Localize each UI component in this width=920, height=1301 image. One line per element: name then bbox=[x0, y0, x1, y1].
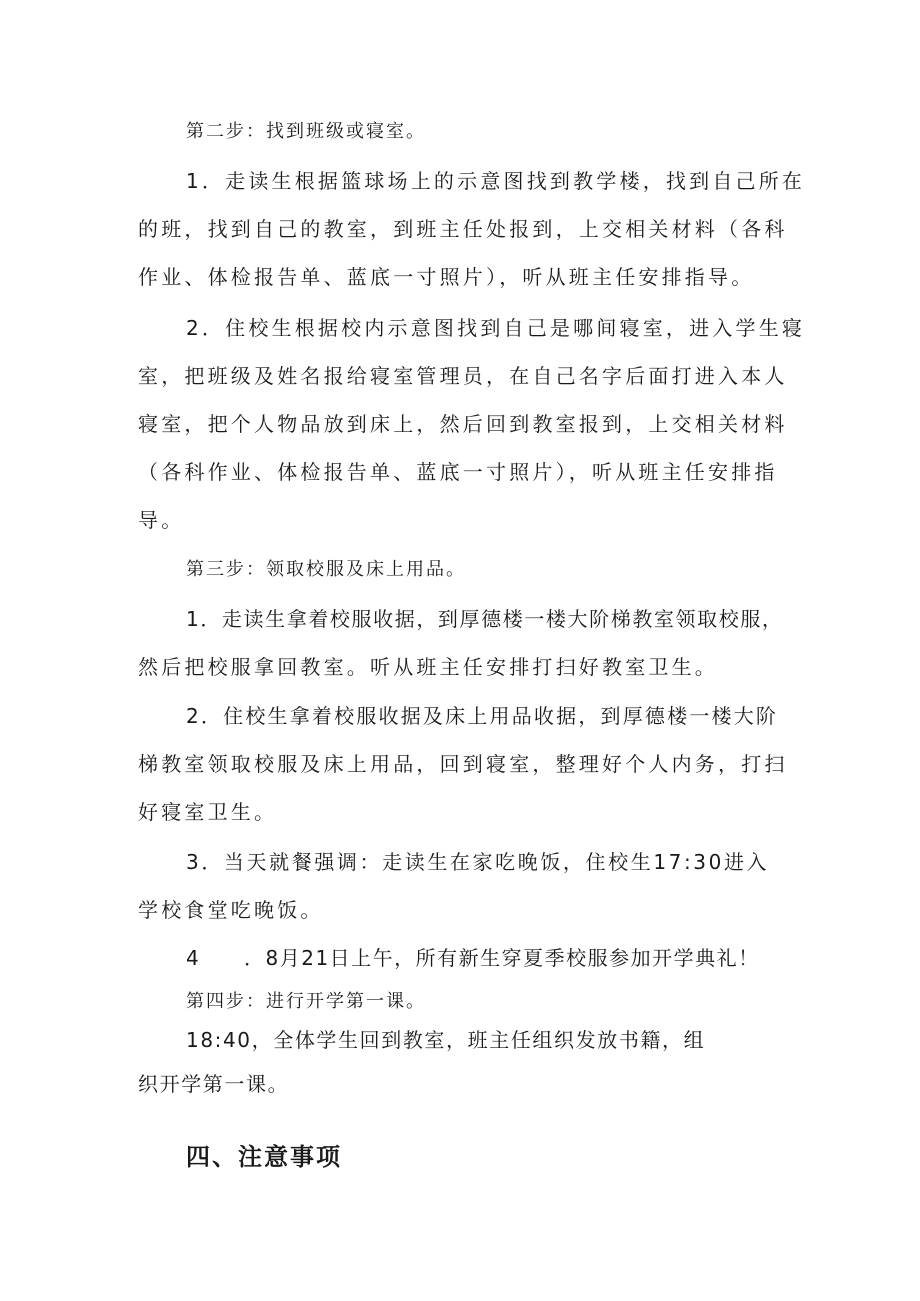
step2-item1-line1: 1．走读生根据篮球场上的示意图找到教学楼，找到自己所在 bbox=[186, 169, 806, 193]
step2-item1-line2: 的班，找到自己的教室，到班主任处报到，上交相关材料（各科 bbox=[138, 217, 788, 241]
step4-body-line2: 织开学第一课。 bbox=[138, 1072, 290, 1096]
step2-item1-line3: 作业、体检报告单、蓝底一寸照片），听从班主任安排指导。 bbox=[138, 265, 755, 289]
step4-title: 第四步：进行开学第一课。 bbox=[186, 991, 426, 1012]
step3-item4 bbox=[186, 944, 760, 972]
step2-item2-line3: 寝室，把个人物品放到床上，然后回到教室报到，上交相关材料 bbox=[138, 412, 788, 436]
step2-title: 第二步：找到班级或寝室。 bbox=[186, 121, 426, 142]
section4-heading: 四、注意事项 bbox=[186, 1143, 342, 1171]
step3-item3-line1: 3．当天就餐强调：走读生在家吃晚饭，住校生17:30进入 bbox=[186, 850, 770, 874]
step2-item2-line5: 导。 bbox=[138, 508, 185, 532]
step3-item2-line2: 梯教室领取校服及床上用品，回到寝室，整理好个人内务，打扫 bbox=[138, 752, 788, 776]
step2-item2-line1: 2．住校生根据校内示意图找到自己是哪间寝室，进入学生寝 bbox=[186, 316, 806, 340]
step2-item2-line2: 室，把班级及姓名报给寝室管理员，在自己名字后面打进入本人 bbox=[138, 364, 788, 388]
step3-item4-number: 4 bbox=[186, 946, 199, 970]
step3-title: 第三步：领取校服及床上用品。 bbox=[186, 559, 466, 580]
step4-body-line1: 18:40，全体学生回到教室，班主任组织发放书籍，组 bbox=[186, 1028, 706, 1052]
step3-item1-line1: 1．走读生拿着校服收据，到厚德楼一楼大阶梯教室领取校服， bbox=[186, 607, 784, 631]
step3-item4-text: ．8月21日上午，所有新生穿夏季校服参加开学典礼！ bbox=[244, 946, 760, 970]
step3-item2-line3: 好寝室卫生。 bbox=[138, 800, 278, 824]
step3-item3-line2: 学校食堂吃晚饭。 bbox=[138, 898, 324, 922]
step2-item2-line4: （各科作业、体检报告单、蓝底一寸照片），听从班主任安排指 bbox=[138, 460, 778, 484]
step3-item1-line2: 然后把校服拿回教室。听从班主任安排打扫好教室卫生。 bbox=[138, 655, 718, 679]
step3-item2-line1: 2．住校生拿着校服收据及床上用品收据，到厚德楼一楼大阶 bbox=[186, 704, 779, 728]
